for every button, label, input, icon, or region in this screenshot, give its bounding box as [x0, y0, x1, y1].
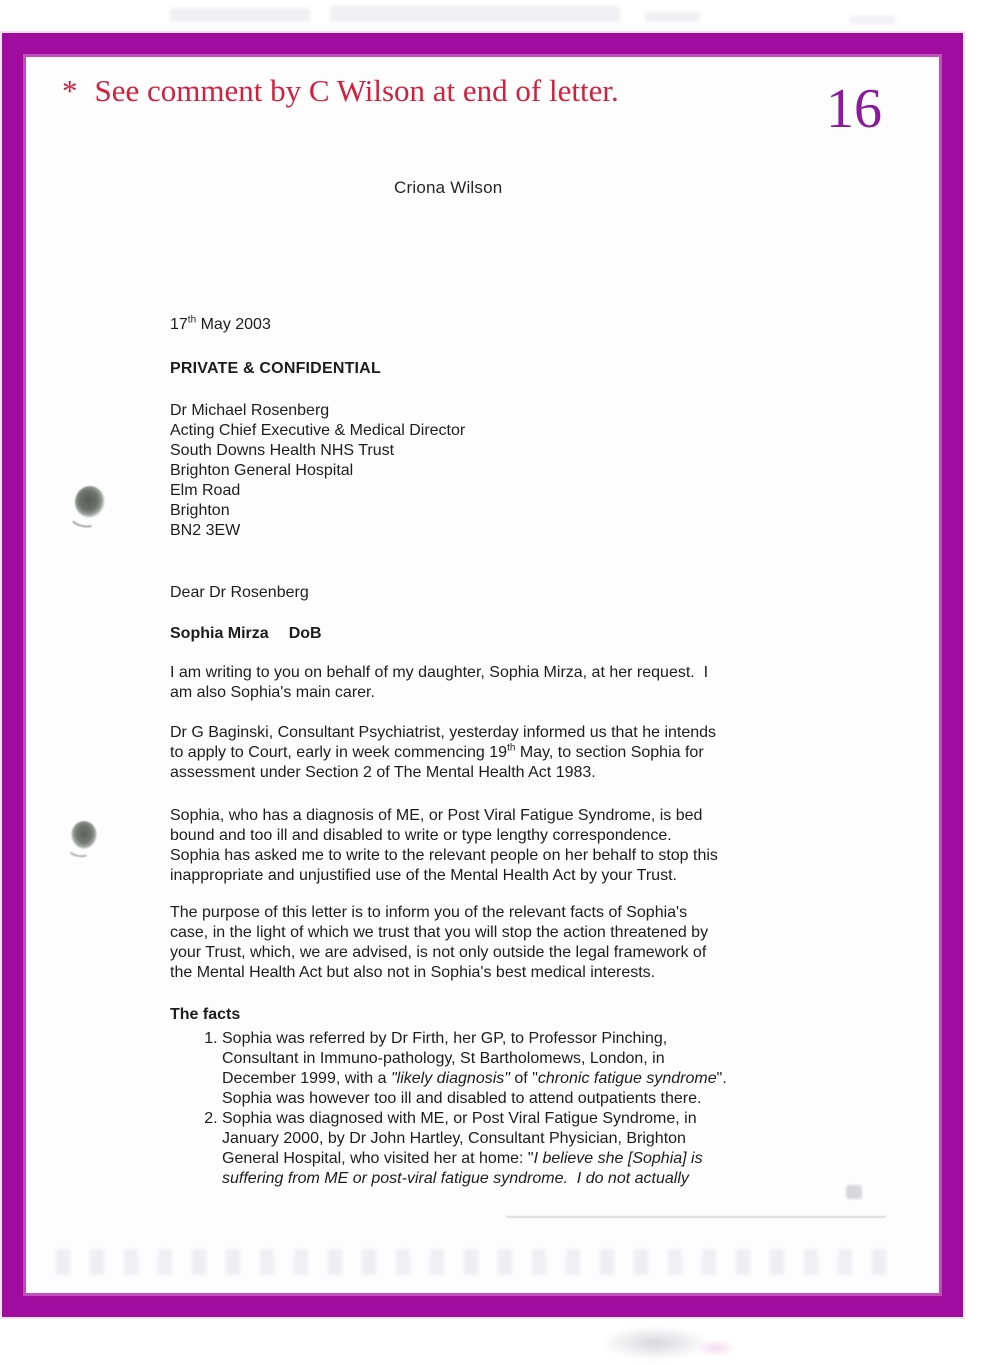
- annotation-text: See comment by C Wilson at end of letter.: [94, 73, 619, 108]
- scan-artifact: [506, 1216, 886, 1218]
- address-line: South Downs Health NHS Trust: [170, 442, 395, 459]
- scan-artifact: [846, 1185, 862, 1199]
- letterhead-name: Criona Wilson: [394, 178, 503, 197]
- address-line: Acting Chief Executive & Medical Director: [170, 422, 466, 439]
- address-line: Brighton: [170, 502, 230, 519]
- scan-artifact: [330, 6, 620, 22]
- address-line: Elm Road: [170, 482, 241, 499]
- scan-artifact: [850, 16, 895, 24]
- subject-name: Sophia Mirza: [170, 625, 269, 642]
- salutation: Dear Dr Rosenberg: [170, 584, 309, 601]
- paragraph: Sophia, who has a diagnosis of ME, or Post Viral Fatigue Syndrome, is bed bound and too ill and disabled to write or type lengthy correspondence. Sophia has asked me to write to the relevant people on her behalf to stop this inappropriate and unjustified use of the Mental Health Act by your Trust.: [170, 807, 718, 884]
- facts-item: 2. Sophia was diagnosed with ME, or Post Viral Fatigue Syndrome, in January 2000, by Dr John Hartley, Consultant Physician, Brighton General Hospital, who visited her at home: "I believe she [Sophia] is suffering from ME or post-viral fatigue syndrome. I do not actually: [222, 1109, 860, 1189]
- scan-artifact: [170, 8, 310, 22]
- scan-artifact: [645, 12, 700, 22]
- address-line: BN2 3EW: [170, 522, 241, 539]
- magenta-border-frame: [2, 33, 963, 1317]
- facts-list: [170, 1029, 860, 1189]
- paragraph: I am writing to you on behalf of my daughter, Sophia Mirza, at her request. I am also Sophia's main carer.: [170, 664, 709, 701]
- asterisk-marker: *: [62, 73, 78, 108]
- confidential-label: PRIVATE & CONFIDENTIAL: [170, 360, 381, 377]
- scan-artifact: [600, 1326, 710, 1360]
- letter-body: [170, 315, 860, 1189]
- paragraph: The purpose of this letter is to inform you of the relevant facts of Sophia's case, in the light of which we trust that you will stop the action threatened by your Trust, which, we are advised, is not only outside the legal framework of the Mental Health Act but also not in Sophia's best medical interests.: [170, 904, 709, 981]
- ink-smudge: [71, 821, 97, 849]
- facts-item: 1. Sophia was referred by Dr Firth, her GP, to Professor Pinching, Consultant in Immuno-pathology, St Bartholomews, London, in December 1999, with a "likely diagnosis" of "chronic fatigue syndrome". Sophia was however too ill and disabled to attend outpatients there.: [222, 1029, 860, 1109]
- paragraph: Dr G Baginski, Consultant Psychiatrist, yesterday informed us that he intends to apply to Court, early in week commencing 19th May, to section Sophia for assessment under Section 2 of The Mental Health Act 1983.: [170, 724, 717, 781]
- annotation-note: [62, 73, 619, 109]
- scan-artifact: [56, 1249, 906, 1275]
- scan-artifact: [695, 1340, 737, 1356]
- letter-sheet: [26, 57, 939, 1293]
- letter-date: 17th May 2003: [170, 314, 271, 333]
- recipient-address: [170, 401, 860, 541]
- ink-smudge: [75, 486, 105, 518]
- address-line: Dr Michael Rosenberg: [170, 402, 330, 419]
- subject-dob-label: DoB: [288, 625, 322, 642]
- subject-line: [170, 624, 860, 644]
- page-number: 16: [826, 78, 882, 140]
- address-line: Brighton General Hospital: [170, 462, 354, 479]
- facts-heading: The facts: [170, 1006, 241, 1023]
